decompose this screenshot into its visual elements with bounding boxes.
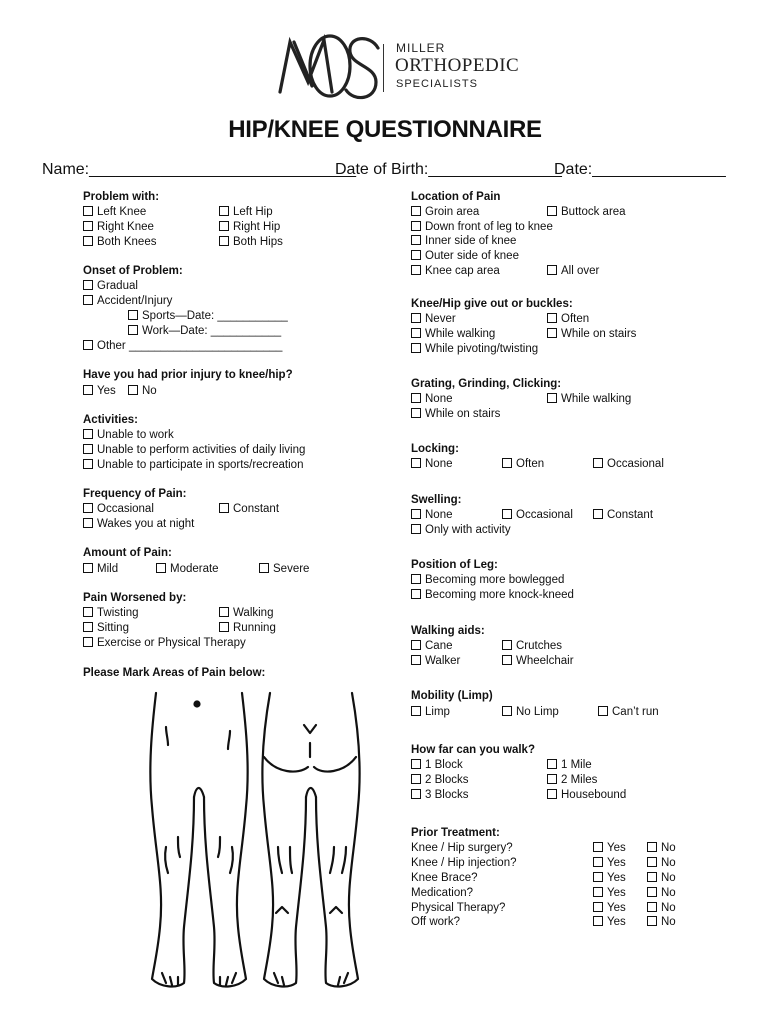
option-moderate[interactable] [156,563,219,575]
checkbox[interactable] [593,887,603,897]
option-prior-no[interactable] [128,385,157,397]
option-label: Housebound [561,789,627,801]
option-label: Only with activity [425,524,511,536]
option-label: Mild [97,563,119,575]
checkbox[interactable] [411,221,421,231]
option-label: Knee cap area [425,265,500,277]
checkbox[interactable] [547,265,557,275]
checkbox[interactable] [411,250,421,260]
option-all-over[interactable] [547,265,599,277]
checkbox[interactable] [411,789,421,799]
treatment-brace-label: Knee Brace? [411,872,478,884]
option-2-blocks[interactable] [411,774,468,786]
option-label: Right Knee [97,221,154,233]
problem-with-heading: Problem with: [83,191,160,203]
checkbox[interactable] [502,640,512,650]
option-label: Gradual [97,280,138,292]
activities-heading: Activities: [83,414,138,426]
option-label: Both Knees [97,236,157,248]
prior-treatment-heading: Prior Treatment: [411,827,500,839]
option-unable-daily[interactable] [83,444,305,456]
option-gradual[interactable] [83,280,138,292]
checkbox[interactable] [593,842,603,852]
option-right-hip[interactable] [219,221,280,233]
treatment-medication-label: Medication? [411,887,474,899]
checkbox[interactable] [83,637,93,647]
checkbox[interactable] [219,221,229,231]
option-label: Occasional [97,503,154,515]
option-running[interactable] [219,622,276,634]
option-cant-run[interactable] [598,706,659,718]
checkbox[interactable] [411,328,421,338]
option-giveout-often[interactable] [547,313,589,325]
checkbox[interactable] [411,265,421,275]
option-1-block[interactable] [411,759,463,771]
checkbox[interactable] [156,563,166,573]
page-title: HIP/KNEE QUESTIONNAIRE [228,116,542,143]
checkbox[interactable] [128,325,138,335]
option-outer-knee[interactable] [411,250,519,262]
option-label: Twisting [97,607,139,619]
option-label: Severe [273,563,310,575]
option-giveout-walking[interactable] [411,328,495,340]
treatment-brace-yes[interactable] [593,872,626,884]
checkbox[interactable] [547,789,557,799]
option-sitting[interactable] [83,622,129,634]
option-both-knees[interactable] [83,236,156,248]
option-label: Both Hips [233,236,283,248]
checkbox[interactable] [83,429,93,439]
checkbox[interactable] [219,503,229,513]
option-label: Often [561,313,590,325]
option-label: Other ________________________ [97,340,283,352]
treatment-offwork-yes[interactable] [593,916,626,928]
option-label: Yes [607,916,626,928]
checkbox[interactable] [83,622,93,632]
mark-areas-heading: Please Mark Areas of Pain below: [83,667,266,679]
option-label: While on stairs [561,328,637,340]
option-label: Inner side of knee [425,235,517,247]
checkbox[interactable] [411,206,421,216]
checkbox[interactable] [411,706,421,716]
option-label: No [142,385,157,397]
checkbox[interactable] [647,916,657,926]
option-label: Becoming more knock-kneed [425,589,574,601]
checkbox[interactable] [83,459,93,469]
option-down-front[interactable] [411,221,553,233]
option-freq-constant[interactable] [219,503,279,515]
option-twisting[interactable] [83,607,139,619]
checkbox[interactable] [83,518,93,528]
checkbox[interactable] [128,310,138,320]
option-label: While walking [561,393,632,405]
giveout-heading: Knee/Hip give out or buckles: [411,298,573,310]
option-label: Left Hip [233,206,273,218]
checkbox[interactable] [647,887,657,897]
option-label: 2 Miles [561,774,598,786]
treatment-surgery-no[interactable] [647,842,676,854]
location-heading: Location of Pain [411,191,501,203]
checkbox[interactable] [411,524,421,534]
option-label: Becoming more bowlegged [425,574,565,586]
checkbox[interactable] [83,221,93,231]
option-locking-none[interactable] [411,458,453,470]
checkbox[interactable] [502,706,512,716]
checkbox[interactable] [647,857,657,867]
option-unable-work[interactable] [83,429,174,441]
option-label: Yes [607,842,626,854]
option-locking-often[interactable] [502,458,544,470]
option-label: All over [561,265,600,277]
option-label: No [661,872,676,884]
front-legs-outline [150,693,247,986]
treatment-medication-yes[interactable] [593,887,626,899]
option-label: Exercise or Physical Therapy [97,637,246,649]
option-label: 1 Mile [561,759,592,771]
option-label: Outer side of knee [425,250,519,262]
date-field[interactable]: Date:_______________ [554,161,726,178]
checkbox[interactable] [411,393,421,403]
option-inner-knee[interactable] [411,235,516,247]
worsened-heading: Pain Worsened by: [83,592,187,604]
option-label: Yes [607,872,626,884]
option-mild[interactable] [83,563,118,575]
option-label: Yes [607,887,626,899]
option-label: Yes [97,385,116,397]
option-label: Crutches [516,640,563,652]
checkbox[interactable] [411,655,421,665]
option-label: None [425,393,453,405]
checkbox[interactable] [83,503,93,513]
option-swelling-occasional[interactable] [502,509,573,521]
option-label: Accident/Injury [97,295,173,307]
option-label: Right Hip [233,221,281,233]
option-label: No [661,902,676,914]
option-pivoting[interactable] [411,343,538,355]
option-other[interactable] [83,340,282,352]
option-no-limp[interactable] [502,706,559,718]
checkbox[interactable] [502,458,512,468]
option-label: Constant [233,503,280,515]
checkbox[interactable] [593,509,603,519]
option-label: Unable to participate in sports/recreation [97,459,304,471]
checkbox[interactable] [411,313,421,323]
checkbox[interactable] [502,509,512,519]
option-label: No [661,916,676,928]
checkbox[interactable] [411,509,421,519]
option-grating-none[interactable] [411,393,453,405]
option-housebound[interactable] [547,789,626,801]
option-label: While pivoting/twisting [425,343,539,355]
checkbox[interactable] [411,774,421,784]
prior-injury-heading: Have you had prior injury to knee/hip? [83,369,293,381]
option-label: Limp [425,706,450,718]
checkbox[interactable] [647,902,657,912]
treatment-injection-yes[interactable] [593,857,626,869]
logo-text-miller: MILLER [396,41,446,55]
option-label: Walking [233,607,274,619]
checkbox[interactable] [411,235,421,245]
option-label: Walker [425,655,461,667]
option-label: Running [233,622,276,634]
checkbox[interactable] [411,589,421,599]
option-label: Yes [607,857,626,869]
option-label: Occasional [607,458,664,470]
treatment-injection-label: Knee / Hip injection? [411,857,517,869]
checkbox[interactable] [83,385,93,395]
treatment-brace-no[interactable] [647,872,676,884]
option-label: No [661,887,676,899]
option-wakes-night[interactable] [83,518,194,530]
checkbox[interactable] [83,206,93,216]
checkbox[interactable] [83,340,93,350]
option-kneecap[interactable] [411,265,500,277]
option-severe[interactable] [259,563,309,575]
mos-logo-mark [274,26,384,108]
option-label: Wheelchair [516,655,574,667]
checkbox[interactable] [647,842,657,852]
checkbox[interactable] [411,759,421,769]
checkbox[interactable] [593,857,603,867]
how-far-heading: How far can you walk? [411,744,535,756]
treatment-pt-yes[interactable] [593,902,626,914]
back-legs-outline [262,693,359,986]
onset-heading: Onset of Problem: [83,265,183,277]
option-freq-occasional[interactable] [83,503,154,515]
option-sports-date[interactable] [128,310,288,322]
checkbox[interactable] [547,393,557,403]
checkbox[interactable] [502,655,512,665]
treatment-surgery-label: Knee / Hip surgery? [411,842,513,854]
option-limp[interactable] [411,706,450,718]
option-label: Never [425,313,456,325]
treatment-offwork-label: Off work? [411,916,460,928]
checkbox[interactable] [547,206,557,216]
checkbox[interactable] [593,902,603,912]
checkbox[interactable] [593,872,603,882]
option-prior-yes[interactable] [83,385,116,397]
mobility-heading: Mobility (Limp) [411,690,493,702]
option-grating-stairs[interactable] [411,408,500,420]
option-label: Can’t run [612,706,659,718]
option-accident[interactable] [83,295,172,307]
checkbox[interactable] [83,280,93,290]
checkbox[interactable] [128,385,138,395]
option-giveout-stairs[interactable] [547,328,636,340]
option-label: Moderate [170,563,219,575]
frequency-heading: Frequency of Pain: [83,488,187,500]
option-both-hips[interactable] [219,236,283,248]
checkbox[interactable] [259,563,269,573]
option-swelling-activity[interactable] [411,524,511,536]
option-groin[interactable] [411,206,479,218]
legs-pain-diagram[interactable] [142,687,382,997]
treatment-injection-no[interactable] [647,857,676,869]
treatment-pt-no[interactable] [647,902,676,914]
option-work-date[interactable] [128,325,281,337]
option-label: Work—Date: ___________ [142,325,282,337]
checkbox[interactable] [83,236,93,246]
logo-text-orthopedic: ORTHOPEDIC [395,55,520,76]
option-label: No Limp [516,706,559,718]
checkbox[interactable] [547,759,557,769]
option-label: Down front of leg to knee [425,221,553,233]
logo-text-specialists: SPECIALISTS [396,78,478,90]
checkbox[interactable] [219,206,229,216]
option-label: Sports—Date: ___________ [142,310,288,322]
checkbox[interactable] [83,295,93,305]
option-1-mile[interactable] [547,759,592,771]
option-wheelchair[interactable] [502,655,574,667]
treatment-surgery-yes[interactable] [593,842,626,854]
option-label: Left Knee [97,206,147,218]
option-label: None [425,509,453,521]
walking-aids-heading: Walking aids: [411,625,485,637]
option-swelling-constant[interactable] [593,509,653,521]
treatment-medication-no[interactable] [647,887,676,899]
option-locking-occasional[interactable] [593,458,664,470]
option-label: No [661,842,676,854]
option-3-blocks[interactable] [411,789,468,801]
dob-field[interactable]: Date of Birth:_______________ [335,161,562,178]
checkbox[interactable] [593,458,603,468]
option-label: 3 Blocks [425,789,469,801]
name-field[interactable]: Name:______________________________ [42,161,357,178]
option-label: Unable to perform activities of daily living [97,444,306,456]
option-grating-walking[interactable] [547,393,631,405]
option-label: Occasional [516,509,573,521]
option-label: Unable to work [97,429,174,441]
checkbox[interactable] [647,872,657,882]
checkbox[interactable] [411,458,421,468]
checkbox[interactable] [547,313,557,323]
checkbox[interactable] [83,444,93,454]
option-label: Buttock area [561,206,626,218]
option-label: Wakes you at night [97,518,195,530]
option-left-hip[interactable] [219,206,273,218]
option-knock-kneed[interactable] [411,589,574,601]
option-label: 2 Blocks [425,774,469,786]
checkbox[interactable] [593,916,603,926]
option-label: None [425,458,453,470]
option-2-miles[interactable] [547,774,597,786]
checkbox[interactable] [219,607,229,617]
swelling-heading: Swelling: [411,494,462,506]
option-left-knee[interactable] [83,206,146,218]
locking-heading: Locking: [411,443,459,455]
option-buttock[interactable] [547,206,626,218]
checkbox[interactable] [411,408,421,418]
option-label: Groin area [425,206,480,218]
option-exercise[interactable] [83,637,246,649]
option-cane[interactable] [411,640,453,652]
treatment-pt-label: Physical Therapy? [411,902,506,914]
option-walker[interactable] [411,655,460,667]
option-label: Yes [607,902,626,914]
option-label: No [661,857,676,869]
checkbox[interactable] [547,774,557,784]
checkbox[interactable] [83,607,93,617]
option-label: Cane [425,640,453,652]
option-label: Sitting [97,622,129,634]
option-unable-sports[interactable] [83,459,303,471]
option-bowlegged[interactable] [411,574,564,586]
checkbox[interactable] [598,706,608,716]
checkbox[interactable] [83,563,93,573]
treatment-offwork-no[interactable] [647,916,676,928]
checkbox[interactable] [547,328,557,338]
checkbox[interactable] [411,343,421,353]
option-right-knee[interactable] [83,221,154,233]
logo-divider [383,44,384,92]
checkbox[interactable] [411,640,421,650]
checkbox[interactable] [411,574,421,584]
amount-heading: Amount of Pain: [83,547,172,559]
option-crutches[interactable] [502,640,562,652]
option-label: Constant [607,509,654,521]
option-never[interactable] [411,313,456,325]
checkbox[interactable] [219,622,229,632]
option-label: While on stairs [425,408,501,420]
grating-heading: Grating, Grinding, Clicking: [411,378,562,390]
option-label: While walking [425,328,496,340]
checkbox[interactable] [219,236,229,246]
option-label: 1 Block [425,759,463,771]
option-swelling-none[interactable] [411,509,453,521]
option-walking[interactable] [219,607,273,619]
option-label: Often [516,458,545,470]
position-heading: Position of Leg: [411,559,498,571]
